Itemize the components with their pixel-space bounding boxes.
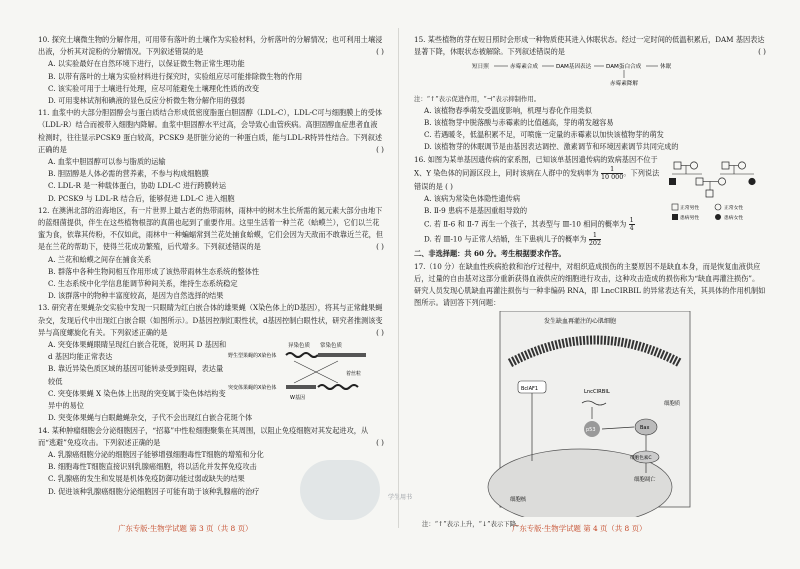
q11-stem: 11. 血浆中的大部分胆固醇会与蛋白质结合形成低密度脂蛋白胆固醇（LDL-C），LDL-C可与细胞膜上的受体（LDL-R）结合而被带入细胞内降解。血浆中胆固醇水平过高，会导致心血管疾病。高胆固醇血症患者血液检测时，往往显示PCSK9 蛋白较高，PCSK9 是肝脏分泌的一种蛋白质，能与LDL-R特异性结合。下列叙述正确的是 xyxy=(38,108,383,154)
pedigree-i4 xyxy=(738,162,745,169)
q11-option-b: B. 胆固醇是人体必需的营养素，不参与构成细胞膜 xyxy=(48,169,209,179)
q10-option-a: A. 以实验最好在自然环境下进行，以保证微生物正常生理功能 xyxy=(48,59,245,69)
q16-answer-slot: ( ) xyxy=(445,181,453,191)
q15-option-a: A. 该植物春季萌发受温度影响，机理与春化作用类似 xyxy=(424,105,592,115)
pedigree-chart xyxy=(666,158,766,224)
q15-option-d: D. 该植物芽的休眠调节是由基因表达调控、激素调节和环境因素调节共同完成的 xyxy=(424,142,679,152)
page-divider xyxy=(398,28,399,528)
bax-label: Bax xyxy=(640,425,650,432)
q10-option-b: B. 以带有落叶的土壤为实验材料进行探究时，实验组应尽可能排除微生物的作用 xyxy=(48,71,303,81)
legend-affected-female-symbol xyxy=(715,214,721,220)
question-13 xyxy=(38,302,384,424)
cytochrome-c-label: 细胞色素C xyxy=(630,456,652,462)
figure-title: 发生缺血再灌注的心肌细胞 xyxy=(544,318,617,326)
legend-normal-female: 正常女性 xyxy=(724,205,744,211)
q13-option-c: C. 突变体果蝇 X 染色体上出现的突变属于染色体结构变异中的易位 xyxy=(48,388,226,411)
pathway-ga-degradation: 赤霉素降解 xyxy=(610,81,638,88)
pathway-ga-synthesis: 赤霉素合成 xyxy=(510,64,538,71)
q11-answer-slot: ( ) xyxy=(376,144,384,154)
bclaf1-label: BclAF1 xyxy=(521,386,539,393)
pedigree-i2 xyxy=(690,162,697,169)
question-10 xyxy=(38,34,384,107)
q16-stem-tail: 。下列说法错误的是 xyxy=(414,168,660,191)
question-11 xyxy=(38,107,384,205)
stamp-text: 学生用书 xyxy=(388,494,413,501)
q15-note: 注：“↑”表示促进作用，“⊣”表示抑制作用。 xyxy=(414,94,541,103)
q15-answer-slot: ( ) xyxy=(758,47,766,57)
q16-option-a: A. 该病为常染色体隐性遗传病 xyxy=(424,194,521,204)
left-page xyxy=(38,34,384,498)
q16-option-c: C. 若 Ⅱ-6 和 Ⅱ-7 再生一个孩子，其表型与 Ⅲ-10 相同的概率为 $\frac{1}{4}$ xyxy=(424,216,634,233)
q13-option-b: B. 靠近异染色质区域的基因可能转录受到阻碍，表达量较低 xyxy=(48,364,224,386)
q12-option-c: C. 生态系统中化学信息能调节种间关系，维持生态系统稳定 xyxy=(48,279,238,289)
pedigree-i1 xyxy=(674,162,681,169)
chromosome-figure xyxy=(228,339,378,401)
q13-stem: 13. 研究者在果蝇杂交实验中发现一只眼睛为红白嵌合体的雄果蝇（X染色体上的D基因），将其与正常雌果蝇杂交，发现后代中出现红白嵌合眼（如图所示）。D基因控制红眼性状，d基因控制白眼性状，研究者推测该变异与高度螺旋化有关。下列叙述正确的是 xyxy=(38,303,383,337)
footer-page-3: 广东专版·生物学试题 第 3 页（共 8 页） xyxy=(118,524,253,533)
q11-option-c: C. LDL-R 是一种载体蛋白，协助 LDL-C 进行跨膜转运 xyxy=(48,181,227,191)
q12-option-d: D. 该群落中的物种丰富度较高，是因为自然选择的结果 xyxy=(48,291,224,301)
cytoplasm-label: 细胞质 xyxy=(664,401,681,408)
mutant-euchromatin xyxy=(286,385,316,389)
q14-option-c: C. 乳腺癌的发生和发展是机体免疫防御功能过弱或缺失的结果 xyxy=(48,474,245,484)
q12-option-b: B. 群落中各种生物间相互作用形成了该热带雨林生态系统的整体性 xyxy=(48,266,260,276)
q13-answer-slot: ( ) xyxy=(376,327,384,337)
wild-x-label: 野生型果蝇的X染色体 xyxy=(228,353,277,360)
pathway-short-day: 短日照 xyxy=(472,64,489,71)
q12-answer-slot: ( ) xyxy=(376,242,384,252)
q14-option-d: D. 促进该种乳腺癌细胞分泌细胞因子可能有助于该种乳腺癌的治疗 xyxy=(48,486,260,496)
w-gene-label: W基因 xyxy=(290,395,305,402)
q13-option-a: A. 突变体果蝇眼睛呈现红白嵌合花斑，说明其 D 基因和 d 基因均能正常表达 xyxy=(48,340,227,362)
q14-answer-slot: ( ) xyxy=(376,437,384,447)
q14-option-b: B. 细胞毒性T细胞直接识别乳腺癌细胞，将以活化并发挥免疫攻击 xyxy=(48,462,257,472)
lnccirbil-label: LncCIRBIL xyxy=(584,389,610,396)
heterochromatin-label: 异染色质 xyxy=(288,343,311,350)
pedigree-ii5 xyxy=(669,178,676,185)
q10-option-d: D. 可用斐林试剂和碘液的显色反应分析微生物分解作用的强弱 xyxy=(48,96,245,106)
question-17 xyxy=(414,261,766,310)
watermark-logo xyxy=(300,460,380,520)
q10-answer-slot: ( ) xyxy=(376,47,384,57)
q10-option-c: C. 该实验可用于土壤进行处理，应尽可能避免土壤理化性质的改变 xyxy=(48,83,260,93)
centromere-label: 着丝粒 xyxy=(346,371,362,378)
pathway-dam-protein: DAM蛋白合成 xyxy=(606,64,642,71)
wild-euchromatin xyxy=(318,353,366,357)
pedigree-i3 xyxy=(722,162,729,169)
q12-option-a: A. 兰花和蛤蟆之间存在捕食关系 xyxy=(48,254,152,264)
apoptosis-label: 细胞凋亡 xyxy=(634,477,656,484)
legend-normal-male-symbol xyxy=(672,204,678,210)
q15-stem: 15. 某些植物的芽在短日照时会形成一种物质使其进入休眠状态。经过一定时间的低温积累后，DAM 基因表达显著下降，休眠状态被解除。下列叙述错误的是 xyxy=(414,35,765,57)
right-page xyxy=(414,34,766,530)
legend-affected-female: 患病女性 xyxy=(724,215,744,221)
q15-option-c: C. 若遇暖冬，低温积累不足，可喷施一定量的赤霉素以加快该植物芽的萌发 xyxy=(424,130,664,140)
q17-mechanism-figure xyxy=(414,311,766,517)
q16-incidence-fraction: $\frac{1}{10 000}$ xyxy=(600,164,624,181)
legend-affected-male: 患病男性 xyxy=(680,215,700,221)
q15-option-b: B. 该植物芽中脱落酸与赤霉素的比值越高，芽的萌发越容易 xyxy=(424,118,614,128)
q11-option-d: D. PCSK9 与 LDL-R 结合后，能够促进 LDL-C 进入细胞 xyxy=(48,193,235,203)
legend-affected-male-symbol xyxy=(672,214,678,220)
q16-option-d: D. 若 Ⅲ-10 与正常人结婚，生下患病儿子的概率为 $\frac{1}{202}$ xyxy=(424,231,602,248)
footer-page-4: 广东专版·生物学试题 第 4 页（共 8 页） xyxy=(512,524,647,533)
pedigree-ii7 xyxy=(718,178,725,185)
q10-stem: 10. 探究土壤微生物的分解作用，可用带有落叶的土壤作为实验材料，分析落叶的分解情况；也可利用土壤浸出液，分析其对淀粉的分解情况。下列叙述错误的是 xyxy=(38,35,383,57)
q14-option-a: A. 乳腺癌细胞分泌的细胞因子能够增强细胞毒性T细胞的增殖和分化 xyxy=(48,449,264,459)
q17-note: 注：“↑”表示上升，“↓”表示下降。 xyxy=(422,519,523,528)
pedigree-ii9 xyxy=(748,178,755,185)
q12-stem: 12. 在澳洲北部的沿海地区，有一片世界上最古老的热带雨林，雨林中的树木生长所需的氮元素大部分由地下的蓝细菌提供，伴生在这些植物根部的真菌也起到了重要作用。这里生活着一种兰花（蛤蟆兰），它们以兰花蜜为食，依靠其传粉，不仅如此，雨林中一种蝙蝠常到兰花处捕食蛤蟆，它们会因为天敌而不敢靠近兰花，但是在兰花的帮助下，使得兰花成功繁殖，后代增多。下列叙述错误的是 xyxy=(38,205,384,252)
euchromatin-label: 常染色质 xyxy=(320,343,343,350)
pedigree-iii10 xyxy=(706,190,713,197)
q13-option-d: D. 突变体果蝇与白眼雌蝇杂交，子代不会出现红白嵌合花斑个体 xyxy=(48,413,253,423)
mutant-heterochromatin xyxy=(318,385,358,389)
pedigree-ii6 xyxy=(696,178,703,185)
q16-option-b: B. Ⅱ-9 患病不是基因重组导致的 xyxy=(424,206,528,216)
q11-option-a: A. 血浆中胆固醇可以参与脂质的运输 xyxy=(48,157,166,167)
legend-normal-female-symbol xyxy=(715,204,721,210)
question-15 xyxy=(414,34,766,154)
mutant-x-label: 突变体果蝇的X染色体 xyxy=(228,385,277,392)
wild-heterochromatin xyxy=(286,353,318,357)
pathway-dormancy: 休眠 xyxy=(660,64,672,71)
pathway-dam-expression: DAM基因表达 xyxy=(556,64,592,71)
p53-label: p53 xyxy=(586,427,596,434)
question-16 xyxy=(414,154,766,248)
legend-normal-male: 正常男性 xyxy=(680,205,700,211)
question-12 xyxy=(38,205,384,303)
q14-stem: 14. 某种肿瘤细胞会分泌细胞因子，“招募”中性粒细胞聚集在其周围，以阻止免疫细胞对其发起进攻，从而“逃避”免疫攻击。下列叙述正确的是 xyxy=(38,425,369,447)
q16-stem: 16. 如图为某单基因遗传病的家系图，已知该单基因遗传病的致病基因不位于 X、Y 染色体的同源区段上，同时该病在人群中的发病率为 xyxy=(414,154,658,178)
section-heading-nonchoice: 二、非选择题：共 60 分。考生根据要求作答。 xyxy=(414,249,566,259)
q17-stem: 17.（10 分）在缺血性疾病抢救和治疗过程中，对组织造成损伤的主要原因不是缺血本身，而是恢复血液供应后，过量的自由基对这部分重新获得血液供应的细胞进行攻击，这种攻击造成的损伤称为“缺血再灌注损伤”。研究人员发现心肌缺血再灌注损伤与一种非编码 RNA，即 LncCIRBIL 的异常表达有关，其具体的作用机制如图所示。请回答下列问题： xyxy=(414,261,766,308)
nucleus-label: 细胞核 xyxy=(510,497,527,504)
dormancy-pathway xyxy=(414,58,766,88)
